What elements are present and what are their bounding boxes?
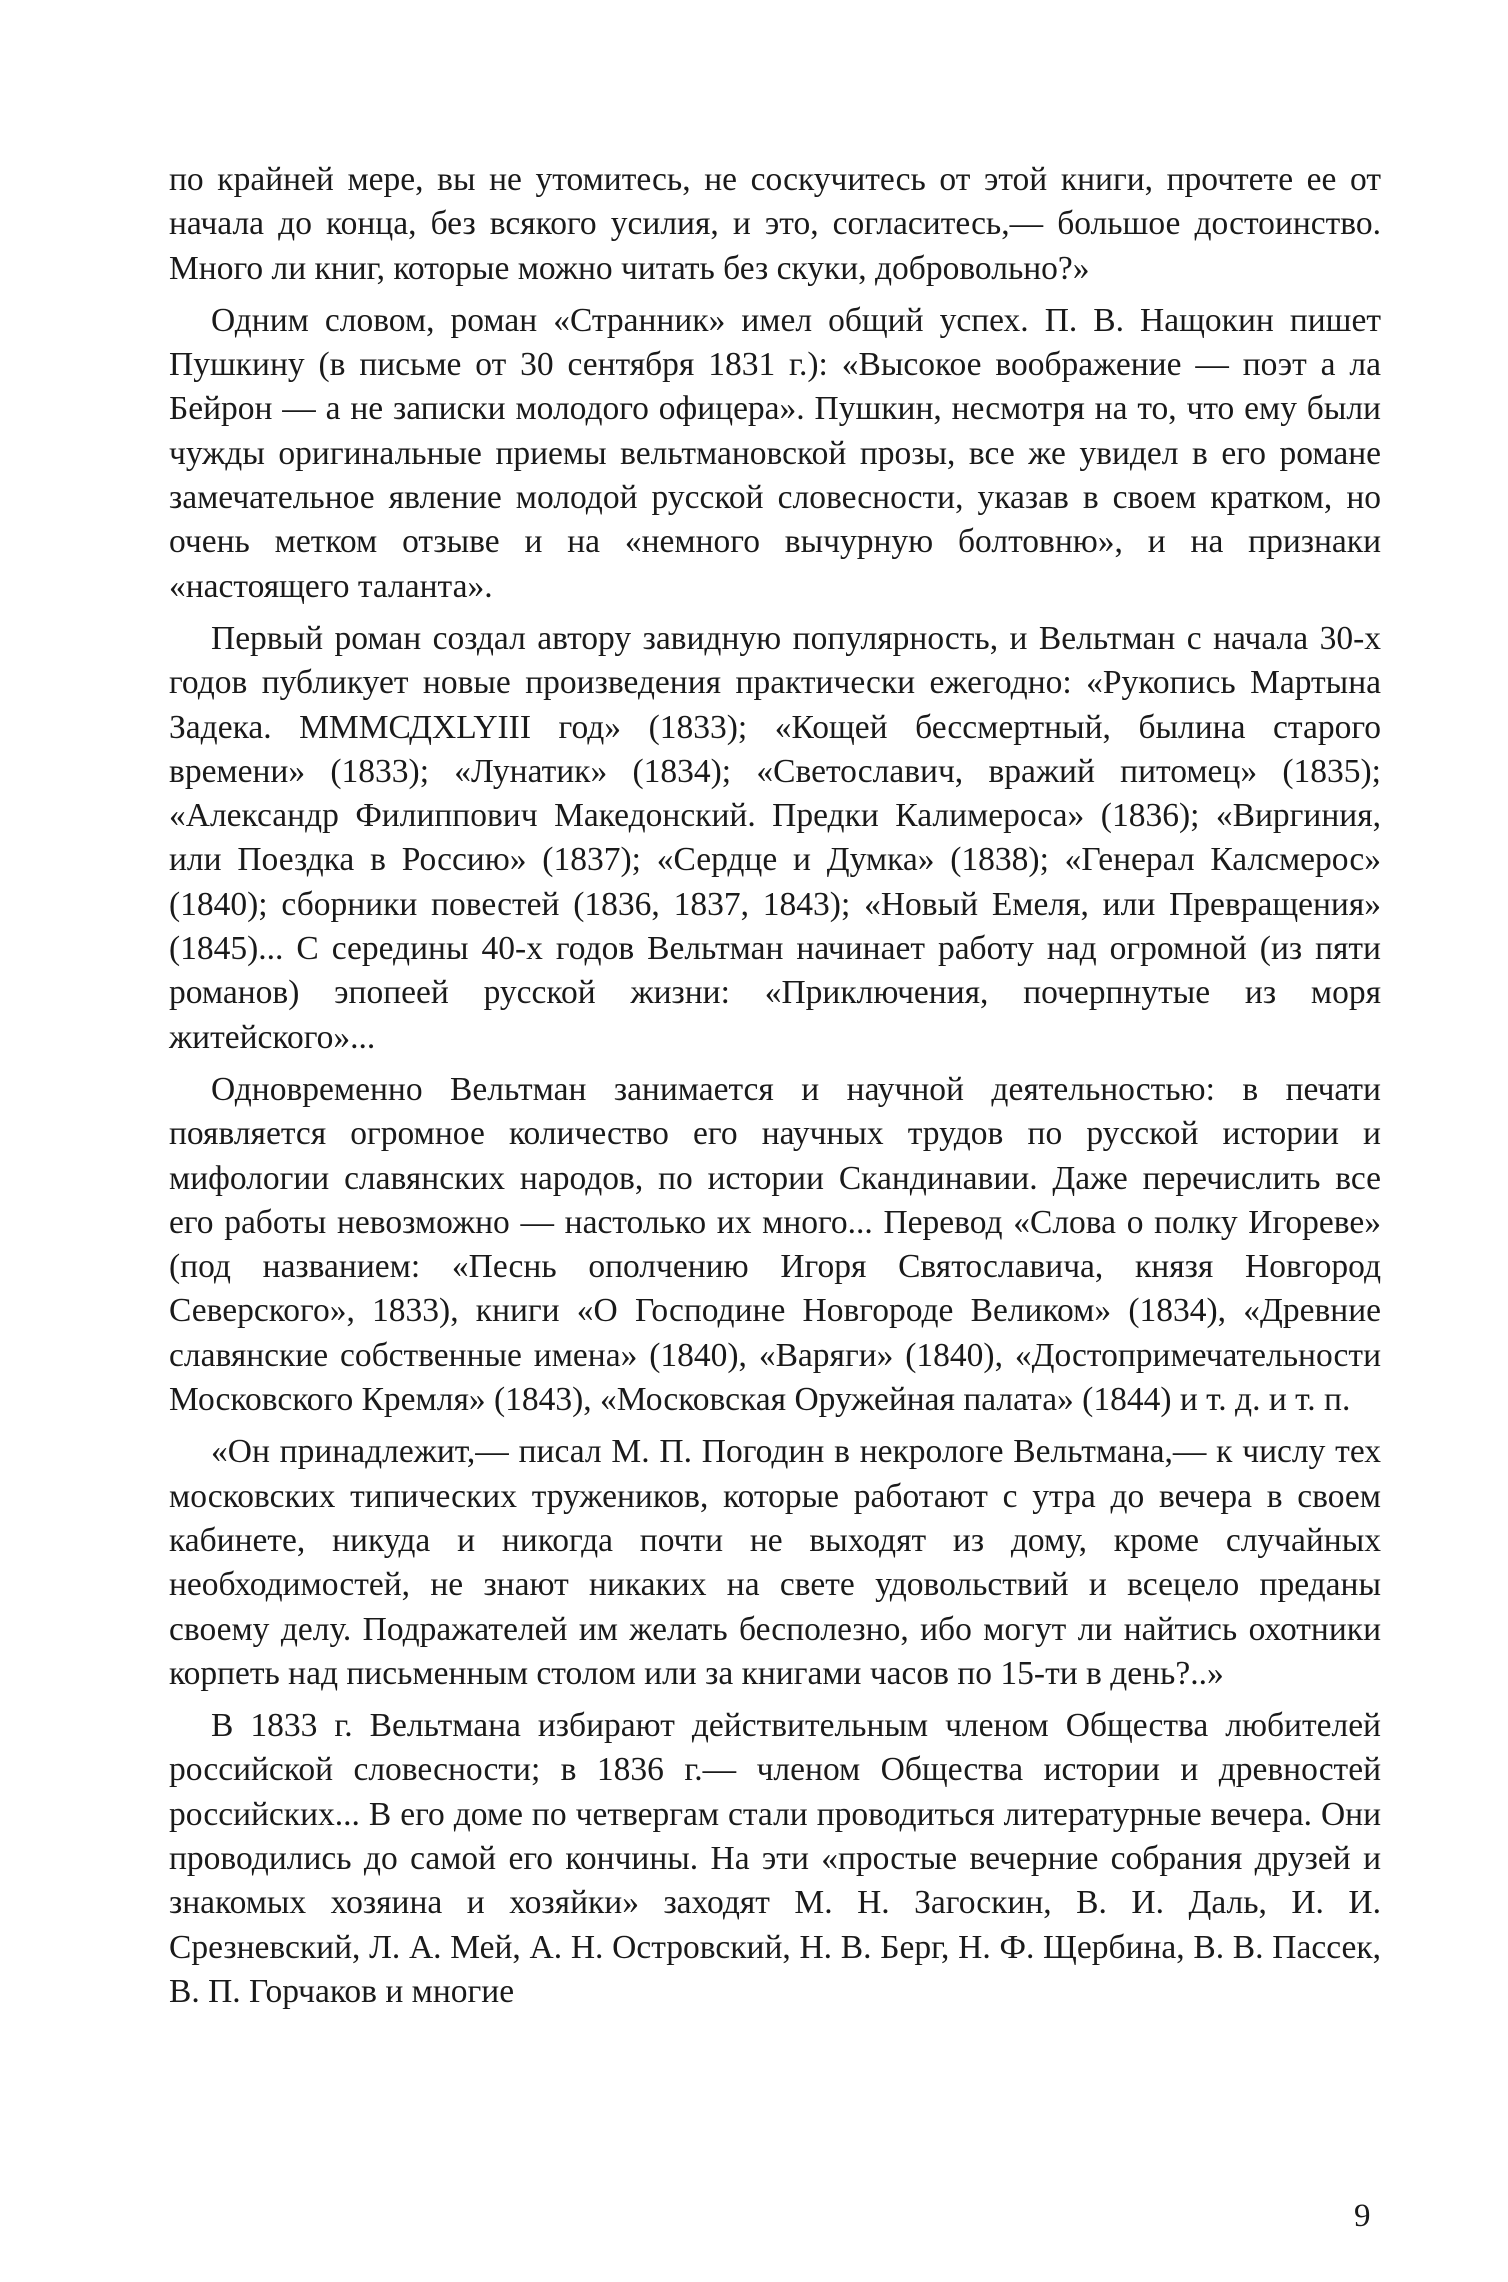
paragraph-strannik-success: Одним словом, роман «Странник» имел общий успех. П. В. Нащокин пишет Пушкину (в письме от 30 сентября 1831 г.): «Высокое воображение — поэт а ла Бейрон — а не записки молодого офицера». Пушкин, несмотря на то, что ему были чужды оригинальные приемы вельтмановской прозы, все же увидел в его романе замечательное явление молодой русской словесности, указав в своем кратком, но очень метком отзыве и на «немного вычурную болтовню», и на признаки «настоящего таланта».	[169, 301, 1381, 605]
paragraph-first-novel: Первый роман создал автору завидную популярность, и Вельтман с начала 30-х годов публикует новые произведения практически ежегодно: «Рукопись Мартына Задека. МММСДХLYIII год» (1833); «Кощей бессмертный, былина старого времени» (1833); «Лунатик» (1834); «Светославич, вражий питомец» (1835); «Александр Филиппович Македонский. Предки Калимероса» (1836); «Виргиния, или Поездка в Россию» (1837); «Сердце и Думка» (1838); «Генерал Калсмерос» (1840); сборники повестей (1836, 1837, 1843); «Новый Емеля, или Превращения» (1845)... С середины 40-х годов Вельтман начинает работу над огромной (из пяти романов) эпопеей русской жизни: «Приключения, почерпнутые из моря житейского»...	[169, 619, 1381, 1056]
paragraph-pogodin-quote: «Он принадлежит,— писал М. П. Погодин в некрологе Вельтмана,— к числу тех московских типических тружеников, которые работают с утра до вечера в своем кабинете, никуда и никогда почти не выходят из дому, кроме случайных необходимостей, не знают никаких на свете удовольствий и всецело преданы своему делу. Подражателей им желать бесполезно, ибо могут ли найтись охотники корпеть над письменным столом или за книгами часов по 15-ти в день?..»	[169, 1433, 1381, 1692]
page-number: 9	[1354, 2198, 1371, 2234]
paragraph-scientific-work: Одновременно Вельтман занимается и научной деятельностью: в печати появляется огромное количество его научных трудов по русской истории и мифологии славянских народов, по истории Скандинавии. Даже перечислить все его работы невозможно — настолько их много... Перевод «Слова о полку Игореве» (под названием: «Песнь ополчению Игоря Святославича, князя Новгород Северского», 1833), книги «О Господине Новгороде Великом» (1834), «Древние славянские собственные имена» (1840), «Варяги» (1840), «Достопримечательности Московского Кремля» (1843), «Московская Оружейная палата» (1844) и т. д. и т. п.	[169, 1070, 1381, 1419]
paragraph-continuation: по крайней мере, вы не утомитесь, не соскучитесь от этой книги, прочтете ее от начала до конца, без всякого усилия, и это, согласитесь,— большое достоинство. Много ли книг, которые можно читать без скуки, добровольно?»	[169, 161, 1381, 287]
page-body	[169, 158, 1381, 2014]
paragraph-literary-evenings: В 1833 г. Вельтмана избирают действительным членом Общества любителей российской словесности; в 1836 г.— членом Общества истории и древностей российских... В его доме по четвергам стали проводиться литературные вечера. Они проводились до самой его кончины. На эти «простые вечерние собрания друзей и знакомых хозяина и хозяйки» заходят М. Н. Загоскин, В. И. Даль, И. И. Срезневский, Л. А. Мей, А. Н. Островский, Н. В. Берг, Н. Ф. Щербина, В. В. Пассек, В. П. Горчаков и многие	[169, 1707, 1381, 2010]
